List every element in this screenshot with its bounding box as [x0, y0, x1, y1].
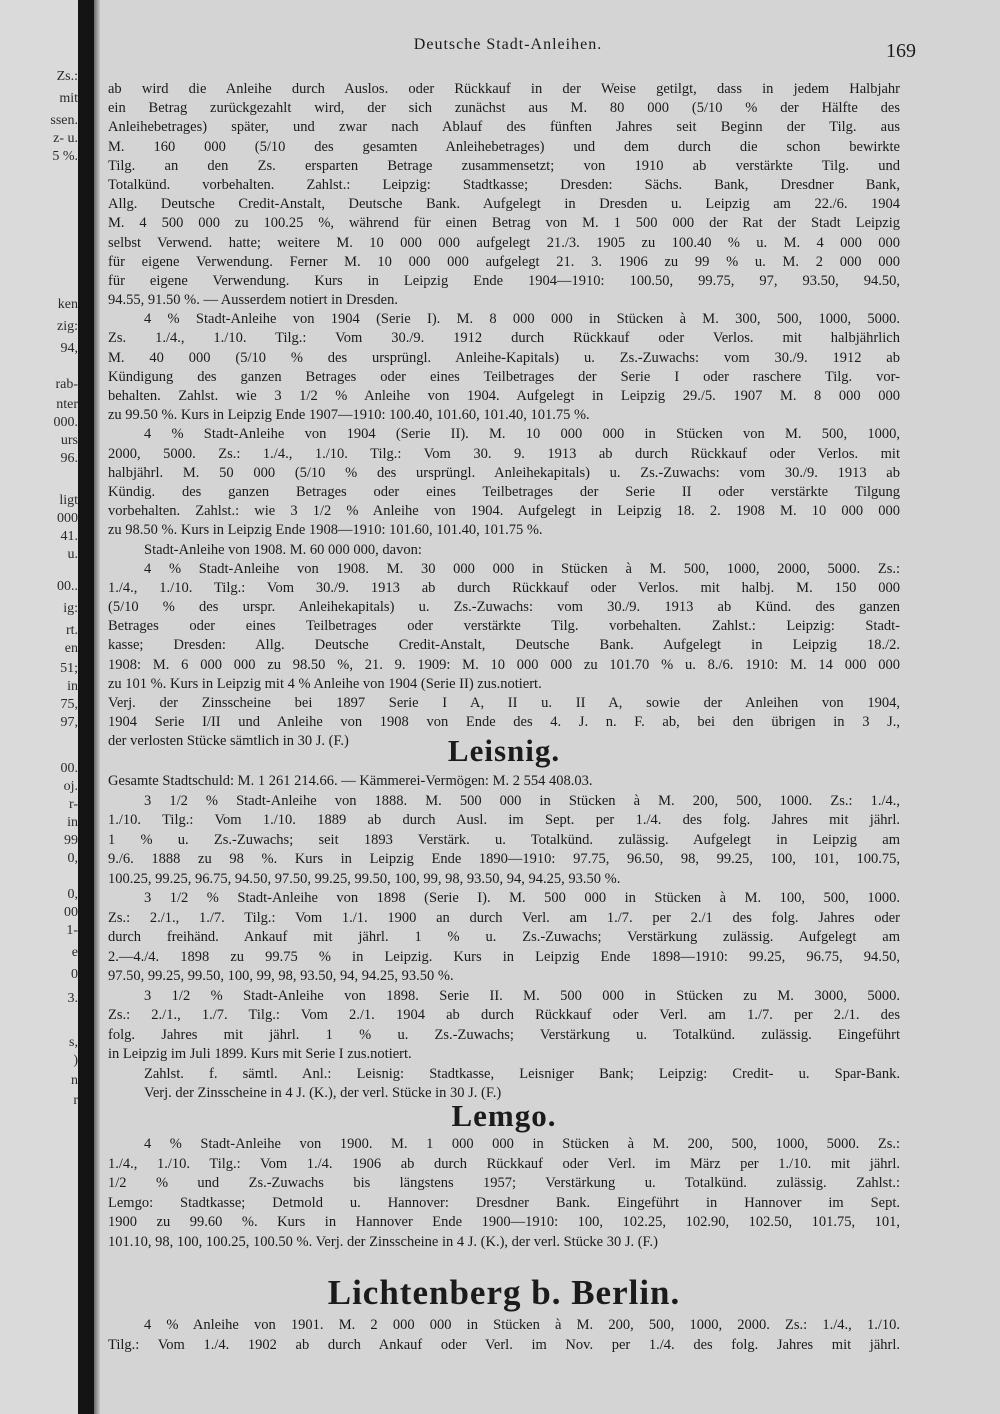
margin-fragment: 94,: [60, 341, 78, 356]
margin-fragment: ): [73, 1053, 78, 1068]
text-line: Stadt-Anleihe von 1908. M. 60 000 000, davon:: [144, 541, 422, 558]
margin-fragment: rab-: [55, 377, 78, 392]
text-line: 97.50, 99.25, 99.50, 100, 99, 98, 93.50, 94, 94.25, 93.50 %.: [108, 968, 454, 984]
margin-fragment: urs: [60, 433, 78, 448]
text-line: Betrages oder eines Teilbetrages oder verstärkte Tilg. vorbehalten. Zahlst.: Leipzig: Stadt-: [108, 618, 900, 635]
text-line: ab wird die Anleihe durch Auslos. oder Rückkauf in der Weise getilgt, dass in jedem Halbjahr: [108, 81, 900, 97]
text-line: 1 % u. Zs.-Zuwachs; seit 1893 Verstärk. u. Totalkünd. zulässig. Aufgelegt in Leipzig am: [108, 831, 900, 848]
previous-page-edge: [0, 0, 78, 1414]
margin-fragment: 000.: [53, 415, 78, 430]
text-line: 2000, 5000. Zs.: 1./4., 1./10. Tilg.: Vom 30. 9. 1913 ab durch Rückkauf oder Verlos. mit: [108, 445, 900, 462]
text-line: 4 % Anleihe von 1901. M. 2 000 000 in Stücken à M. 200, 500, 1000, 2000. Zs.: 1./4., 1./10.: [144, 1317, 900, 1333]
book-gutter: [78, 0, 94, 1414]
margin-fragment: ken: [57, 297, 78, 312]
text-line: behalten. Zahlst. wie 3 1/2 % Anleihe von 1904. Aufgelegt in Leipzig 29./5. 1907 M. 8 000 000: [108, 388, 900, 404]
margin-fragment: zig:: [57, 319, 78, 334]
text-line: 100.25, 99.25, 96.75, 94.50, 97.50, 99.25, 99.50, 100, 99, 98, 93.50, 94, 94.25, 93.50 %.: [108, 870, 621, 887]
margin-fragment: r-: [68, 797, 78, 812]
margin-fragment: 00: [64, 905, 78, 920]
margin-fragment: en: [64, 641, 78, 656]
margin-fragment: 99: [64, 833, 78, 848]
text-line: 1./10. Tilg.: Vom 1./10. 1889 ab durch Ausl. im Sept. per 1./4. des folg. Jahres mit jährl.: [108, 812, 900, 828]
text-line: zu 101 %. Kurs in Leipzig mit 4 % Anleihe von 1904 (Serie II) zus.notiert.: [108, 675, 542, 692]
margin-fragment: in: [67, 679, 78, 694]
margin-fragment: 41.: [60, 529, 78, 544]
text-line: Lemgo: Stadtkasse; Detmold u. Hannover: Dresdner Bank. Eingeführt in Hannover im Sept.: [108, 1194, 900, 1211]
text-line: 101.10, 98, 100, 100.25, 100.50 %. Verj. der Zinsscheine in 4 J. (K.), der verl. Stücke 30 J. (F.): [108, 1233, 658, 1250]
margin-fragment: 00..: [57, 579, 78, 594]
page-number: 169: [886, 40, 916, 62]
leipzig-continued-section: [108, 80, 900, 752]
section-heading-lemgo: Lemgo.: [451, 1098, 557, 1133]
text-line: 4 % Stadt-Anleihe von 1908. M. 30 000 000 in Stücken à M. 500, 1000, 2000, 5000. Zs.:: [144, 560, 900, 577]
text-line: für eigene Verwendung. Ferner M. 10 000 000 aufgelegt 21. 3. 1906 zu 99 % u. M. 2 000 000: [108, 253, 900, 270]
text-line: vorbehalten. Zahlst.: wie 3 1/2 % Anleihe von 1904. Aufgelegt in Leipzig 18. 2. 1908 M. 10 000 000: [108, 503, 900, 520]
text-line: Tilg.: Vom 1./4. 1902 ab durch Ankauf oder Verl. im Nov. per 1./4. des folg. Jahres mit jährl.: [108, 1336, 900, 1353]
margin-fragment: r: [73, 1093, 78, 1108]
text-line: 9./6. 1888 zu 98 %. Kurs in Leipzig Ende 1890—1910: 97.75, 96.50, 98, 99.25, 100, 101, 100.75,: [108, 851, 900, 867]
text-line: M. 160 000 (5/10 des gesamten Anleihebetrages) und dem durch die schon bewirkte: [108, 138, 900, 155]
text-line: zu 98.50 %. Kurs in Leipzig Ende 1908—1910: 101.60, 101.40, 101.75 %.: [108, 522, 543, 539]
margin-fragment: 75,: [60, 697, 78, 712]
margin-fragment: 1-: [66, 923, 78, 938]
leisnig-section: [108, 772, 900, 1104]
text-line: ein Betrag zurückgezahlt wird, der sich zunächst aus M. 80 000 (5/10 % der Hälfte des: [108, 100, 900, 117]
margin-fragment: 5 %.: [52, 149, 78, 164]
margin-fragment: ssen.: [50, 113, 78, 128]
margin-fragment: mit: [59, 91, 78, 106]
margin-fragment: 00.: [60, 761, 78, 776]
document-page: [108, 0, 916, 1414]
text-line: 3 1/2 % Stadt-Anleihe von 1898. Serie II. M. 500 000 in Stücken zu M. 3000, 5000.: [144, 987, 900, 1004]
margin-fragment: oj.: [63, 779, 78, 794]
margin-fragment: in: [67, 815, 78, 830]
margin-fragment: ligt: [59, 493, 78, 508]
text-line: Zs.: 2./1., 1./7. Tilg.: Vom 1./1. 1900 an durch Verl. am 1./7. per 2./1 des folg. Jahres oder: [108, 909, 900, 926]
text-line: Kündig. des ganzen Betrages oder eines Teilbetrages der Serie II oder verstärkte Tilgung: [108, 483, 900, 500]
text-line: M. 4 500 000 zu 100.25 %, während für einen Betrag von M. 1 500 000 der Rat der Stadt Leipzig: [108, 215, 900, 232]
margin-fragment: 0,: [67, 851, 78, 866]
text-line: 4 % Stadt-Anleihe von 1900. M. 1 000 000 in Stücken à M. 200, 500, 1000, 5000. Zs.:: [144, 1136, 900, 1152]
text-line: 4 % Stadt-Anleihe von 1904 (Serie I). M. 8 000 000 in Stücken à M. 300, 500, 1000, 5000.: [144, 311, 900, 328]
text-line: halbjährl. M. 50 000 (5/10 % des ursprüngl. Anleihekapitals) u. Zs.-Zuwachs: vom 30./9. 1913 ab: [108, 464, 900, 481]
margin-fragment: rt.: [65, 623, 78, 638]
section-heading-leisnig: Leisnig.: [447, 733, 561, 768]
margin-fragment: Zs.:: [56, 69, 78, 84]
text-line: durch freihänd. Ankauf mit jährl. 1 % u. Zs.-Zuwachs; Verstärkung zulässig. Aufgelegt am: [108, 929, 900, 945]
text-line: 3 1/2 % Stadt-Anleihe von 1898 (Serie I). M. 500 000 in Stücken à M. 100, 500, 1000.: [144, 890, 900, 906]
margin-fragment: s,: [69, 1035, 78, 1050]
margin-fragment: e: [71, 945, 78, 960]
margin-fragment: ig:: [63, 601, 78, 616]
text-line: Verj. der Zinsscheine in 4 J. (K.), der verl. Stücke in 30 J. (F.): [144, 1085, 502, 1101]
text-line: 3 1/2 % Stadt-Anleihe von 1888. M. 500 000 in Stücken à M. 200, 500, 1000. Zs.: 1./4.,: [144, 792, 900, 809]
text-line: Kündigung des ganzen Betrages oder eines Teilbetrages der Serie I oder raschere Tilg. vor-: [108, 368, 900, 385]
text-line: Zs.: 2./1., 1./7. Tilg.: Vom 2./1. 1904 ab durch Rückkauf oder Verl. am 1./7. per 2./1. des: [108, 1007, 900, 1023]
margin-fragment: nter: [56, 397, 78, 412]
margin-fragment: n: [71, 1073, 78, 1088]
text-line: 1900 zu 99.60 %. Kurs in Hannover Ende 1900—1910: 100, 102.25, 102.90, 102.50, 101.75, 101,: [108, 1214, 900, 1231]
lichtenberg-section: [108, 1316, 900, 1356]
text-line: Gesamte Stadtschuld: M. 1 261 214.66. — Kämmerei-Vermögen: M. 2 554 408.03.: [108, 773, 593, 789]
lemgo-section: [108, 1135, 900, 1253]
margin-fragment: u.: [67, 547, 78, 562]
text-line: in Leipzig im Juli 1899. Kurs mit Serie I zus.notiert.: [108, 1046, 412, 1062]
text-line: Totalkünd. vorbehalten. Zahlst.: Leipzig: Stadtkasse; Dresden: Sächs. Bank, Dresdner Bank,: [108, 176, 900, 193]
text-line: 1/2 % und Zs.-Zuwachs bis längstens 1957; Verstärkung u. Totalkünd. zulässig. Zahlst.:: [108, 1175, 900, 1192]
text-line: 2.—4./4. 1898 zu 99.75 % in Leipzig. Kurs in Leipzig Ende 1898—1910: 99.25, 96.75, 94.50,: [108, 948, 900, 965]
text-line: kasse; Dresden: Allg. Deutsche Credit-Anstalt, Deutsche Bank. Aufgelegt in Leipzig 18./2.: [108, 637, 900, 654]
margin-fragment: 0,: [67, 887, 78, 902]
margin-fragment: 0: [71, 967, 78, 982]
text-line: folg. Jahres mit jährl. 1 % u. Zs.-Zuwachs; Verstärkung u. Totalkünd. zulässig. Eingeführt: [108, 1026, 900, 1043]
margin-fragment: 51;: [60, 661, 78, 676]
margin-fragment: 000: [57, 511, 78, 526]
text-line: 1908: M. 6 000 000 zu 98.50 %, 21. 9. 1909: M. 10 000 000 zu 101.70 % u. 8./6. 1910: M. 14 000 000: [108, 656, 900, 673]
text-line: Zs. 1./4., 1./10. Tilg.: Vom 30./9. 1912 durch Rückkauf oder Verlos. mit halbjährlich: [108, 330, 900, 347]
text-line: Tilg. an den Zs. ersparten Betrage zusammensetzt; von 1910 ab verstärkte Tilg. und: [108, 157, 900, 174]
text-line: 4 % Stadt-Anleihe von 1904 (Serie II). M. 10 000 000 in Stücken von M. 500, 1000,: [144, 426, 900, 443]
text-line: zu 99.50 %. Kurs in Leipzig Ende 1907—1910: 100.40, 101.60, 101.40, 101.75 %.: [108, 407, 590, 424]
text-line: 1./4., 1./10. Tilg.: Vom 1./4. 1906 ab durch Rückkauf oder Verl. im März per 1./10. mit jährl.: [108, 1155, 900, 1172]
text-line: 1./4., 1./10. Tilg.: Vom 30./9. 1913 ab durch Rückkauf oder Verlos. mit halbj. M. 150 000: [108, 579, 900, 596]
margin-fragment: 96.: [60, 451, 78, 466]
margin-fragment: 97,: [60, 715, 78, 730]
running-head: Deutsche Stadt-Anleihen.: [413, 36, 603, 53]
text-line: Zahlst. f. sämtl. Anl.: Leisnig: Stadtkasse, Leisniger Bank; Leipzig: Credit- u. Spar-Bank.: [144, 1065, 900, 1082]
text-line: 1904 Serie I/II und Anleihe von 1908 von Ende des 4. J. n. F. ab, bei den übrigen in 3 J.,: [108, 714, 900, 731]
gutter-shadow: [94, 0, 100, 1414]
text-line: Allg. Deutsche Credit-Anstalt, Deutsche Bank. Aufgelegt in Dresden u. Leipzig am 22./6. 1904: [108, 196, 900, 213]
text-line: M. 40 000 (5/10 % des ursprüngl. Anleihe-Kapitals) u. Zs.-Zuwachs: vom 30./9. 1912 ab: [108, 349, 900, 366]
margin-fragment: 3.: [67, 991, 78, 1006]
text-line: selbst Verwend. hatte; weitere M. 10 000 000 aufgelegt 21./3. 1905 zu 100.40 % u. M. 4 000 000: [108, 234, 900, 251]
text-line: für eigene Verwendung. Kurs in Leipzig Ende 1904—1910: 100.50, 99.75, 97, 93.50, 94.50,: [108, 272, 900, 289]
text-line: Verj. der Zinsscheine bei 1897 Serie I A, II u. II A, sowie der Anleihen von 1904,: [108, 695, 900, 711]
text-line: 94.55, 91.50 %. — Ausserdem notiert in Dresden.: [108, 292, 398, 309]
margin-fragment: z- u.: [53, 131, 78, 146]
text-line: Anleihebetrages) später, und zwar nach Ablauf des fünften Jahres seit Beginn der Tilg. aus: [108, 119, 900, 136]
section-heading-lichtenberg: Lichtenberg b. Berlin.: [327, 1273, 681, 1312]
text-line: (5/10 % des urspr. Anleihekapitals) u. Zs.-Zuwachs: vom 30./9. 1913 ab Künd. des ganzen: [108, 599, 900, 616]
text-line: der verlosten Stücke sämtlich in 30 J. (F.): [108, 733, 349, 750]
